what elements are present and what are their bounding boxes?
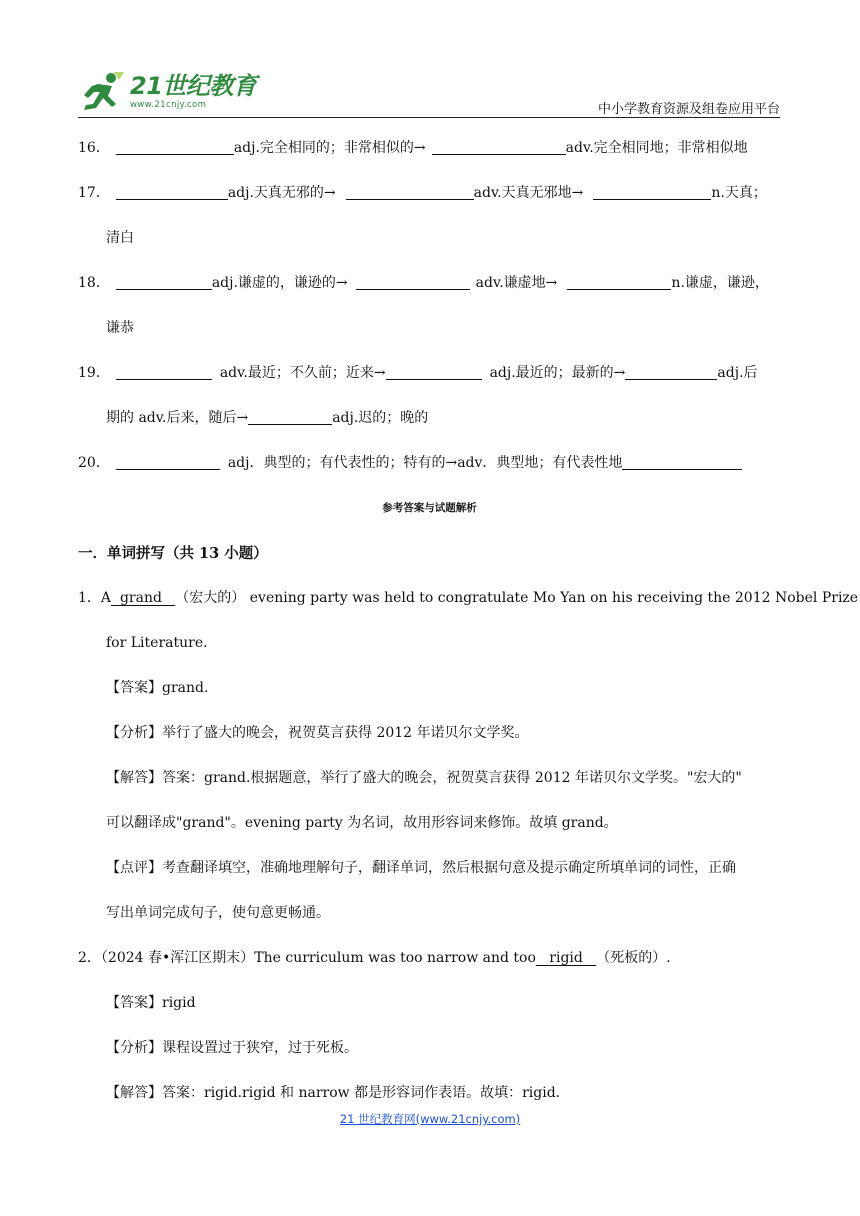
- item-text: adj．典型的；有代表性的；特有的→adv．典型地；有代表性地: [227, 455, 623, 471]
- answer-blank[interactable]: [248, 406, 332, 425]
- filled-answer: [536, 950, 596, 966]
- item-text: adv.谦虚地→: [475, 275, 558, 291]
- vocab-item-18: [78, 261, 781, 306]
- answer-blank[interactable]: [116, 271, 212, 290]
- answer-section-title: 参考答案与试题解析: [382, 502, 477, 514]
- analysis: 【分析】课程设置过于狭窄，过于死板。: [106, 1040, 358, 1056]
- item-text: adj.天真无邪的→: [227, 185, 336, 201]
- answer-blank[interactable]: [346, 181, 474, 200]
- logo-url: www.21cnjy.com: [130, 100, 207, 111]
- vocab-item-17-continued: 清白: [106, 230, 134, 246]
- answer-blank[interactable]: [116, 361, 212, 380]
- solution: 【解答】答案：rigid.rigid 和 narrow 都是形容词作表语。故填：rigid.: [106, 1085, 561, 1101]
- question-hint: （宏大的）: [175, 590, 246, 606]
- question-hint: （死板的）.: [596, 950, 671, 966]
- analysis: 【分析】举行了盛大的晚会，祝贺莫言获得 2012 年诺贝尔文学奖。: [106, 725, 529, 741]
- site-logo: [78, 70, 256, 114]
- running-man-logo-icon: [78, 70, 128, 114]
- item-number: 19．: [78, 365, 110, 381]
- question-text: evening party was held to congratulate Mo Yan on his receiving the 2012 Nobel Prize: [245, 590, 859, 606]
- solution: 【解答】答案：grand.根据题意，举行了盛大的晚会，祝贺莫言获得 2012 年诺贝尔文学奖。"宏大的": [106, 770, 742, 786]
- question-1-continued: for Literature.: [106, 635, 208, 651]
- comment: 【点评】考查翻译填空，准确地理解句子，翻译单词，然后根据句意及提示确定所填单词的词性，正确: [106, 860, 736, 876]
- header-divider: [78, 117, 780, 118]
- answer-blank[interactable]: [622, 451, 742, 470]
- item-text: adj.完全相同的；非常相似的→: [233, 140, 426, 156]
- item-text: n.天真；: [711, 185, 767, 201]
- item-number: 16．: [78, 140, 110, 156]
- question-text: A: [100, 590, 112, 606]
- vocab-item-20: [78, 441, 781, 486]
- filled-answer: [111, 590, 175, 606]
- item-number: 18．: [78, 275, 110, 291]
- answer-word: grand: [119, 590, 162, 606]
- item-text: adj.后: [717, 365, 758, 381]
- question-text: （2024 春•浑江区期末）The curriculum was too narrow and too: [100, 950, 536, 966]
- item-text: n.谦虚，谦逊，: [671, 275, 769, 291]
- item-text: adj.谦虚的，谦逊的→: [211, 275, 348, 291]
- answer-key: 【答案】rigid: [106, 995, 196, 1011]
- item-text: adj.迟的；晚的: [332, 410, 429, 426]
- answer-blank[interactable]: [116, 136, 234, 155]
- item-text: adj.最近的；最新的→: [489, 365, 626, 381]
- comment-continued: 写出单词完成句子，使句意更畅通。: [106, 905, 330, 921]
- document-body: [78, 126, 859, 1116]
- question-number: 2．: [78, 950, 101, 966]
- vocab-item-19: [78, 351, 781, 396]
- question-number: 1．: [78, 590, 101, 606]
- vocab-item-16: [78, 126, 781, 171]
- vocab-item-19-continued: [78, 396, 781, 441]
- answer-blank[interactable]: [356, 271, 470, 290]
- vocab-item-17: [78, 171, 781, 216]
- solution-continued: 可以翻译成"grand"。evening party 为名词，故用形容词来修饰。故填 grand。: [106, 815, 618, 831]
- answer-blank[interactable]: [593, 181, 711, 200]
- platform-name: 中小学教育资源及组卷应用平台: [597, 102, 780, 117]
- item-text: adv.最近；不久前；近来→: [219, 365, 386, 381]
- footer-link[interactable]: 21 世纪教育网(www.21cnjy.com): [339, 1112, 521, 1126]
- section-heading: 一．单词拼写（共 13 小题）: [78, 545, 268, 562]
- page-header: [78, 64, 780, 120]
- answer-key: 【答案】grand.: [106, 680, 209, 696]
- answer-blank[interactable]: [116, 451, 220, 470]
- answer-blank[interactable]: [625, 361, 717, 380]
- answer-word: rigid: [549, 950, 583, 966]
- item-text: adv.完全相同地；非常相似地: [565, 140, 748, 156]
- item-text: adv.天真无邪地→: [473, 185, 584, 201]
- answer-blank[interactable]: [567, 271, 671, 290]
- question-1: [78, 576, 859, 621]
- vocab-item-18-continued: 谦恭: [106, 320, 134, 336]
- answer-blank[interactable]: [432, 136, 566, 155]
- answer-blank[interactable]: [116, 181, 228, 200]
- item-number: 17．: [78, 185, 110, 201]
- item-text: 期的 adv.后来，随后→: [106, 410, 249, 426]
- answer-blank[interactable]: [386, 361, 482, 380]
- question-2: [78, 936, 781, 981]
- logo-text: 21世纪教育: [130, 72, 257, 101]
- item-number: 20．: [78, 455, 110, 471]
